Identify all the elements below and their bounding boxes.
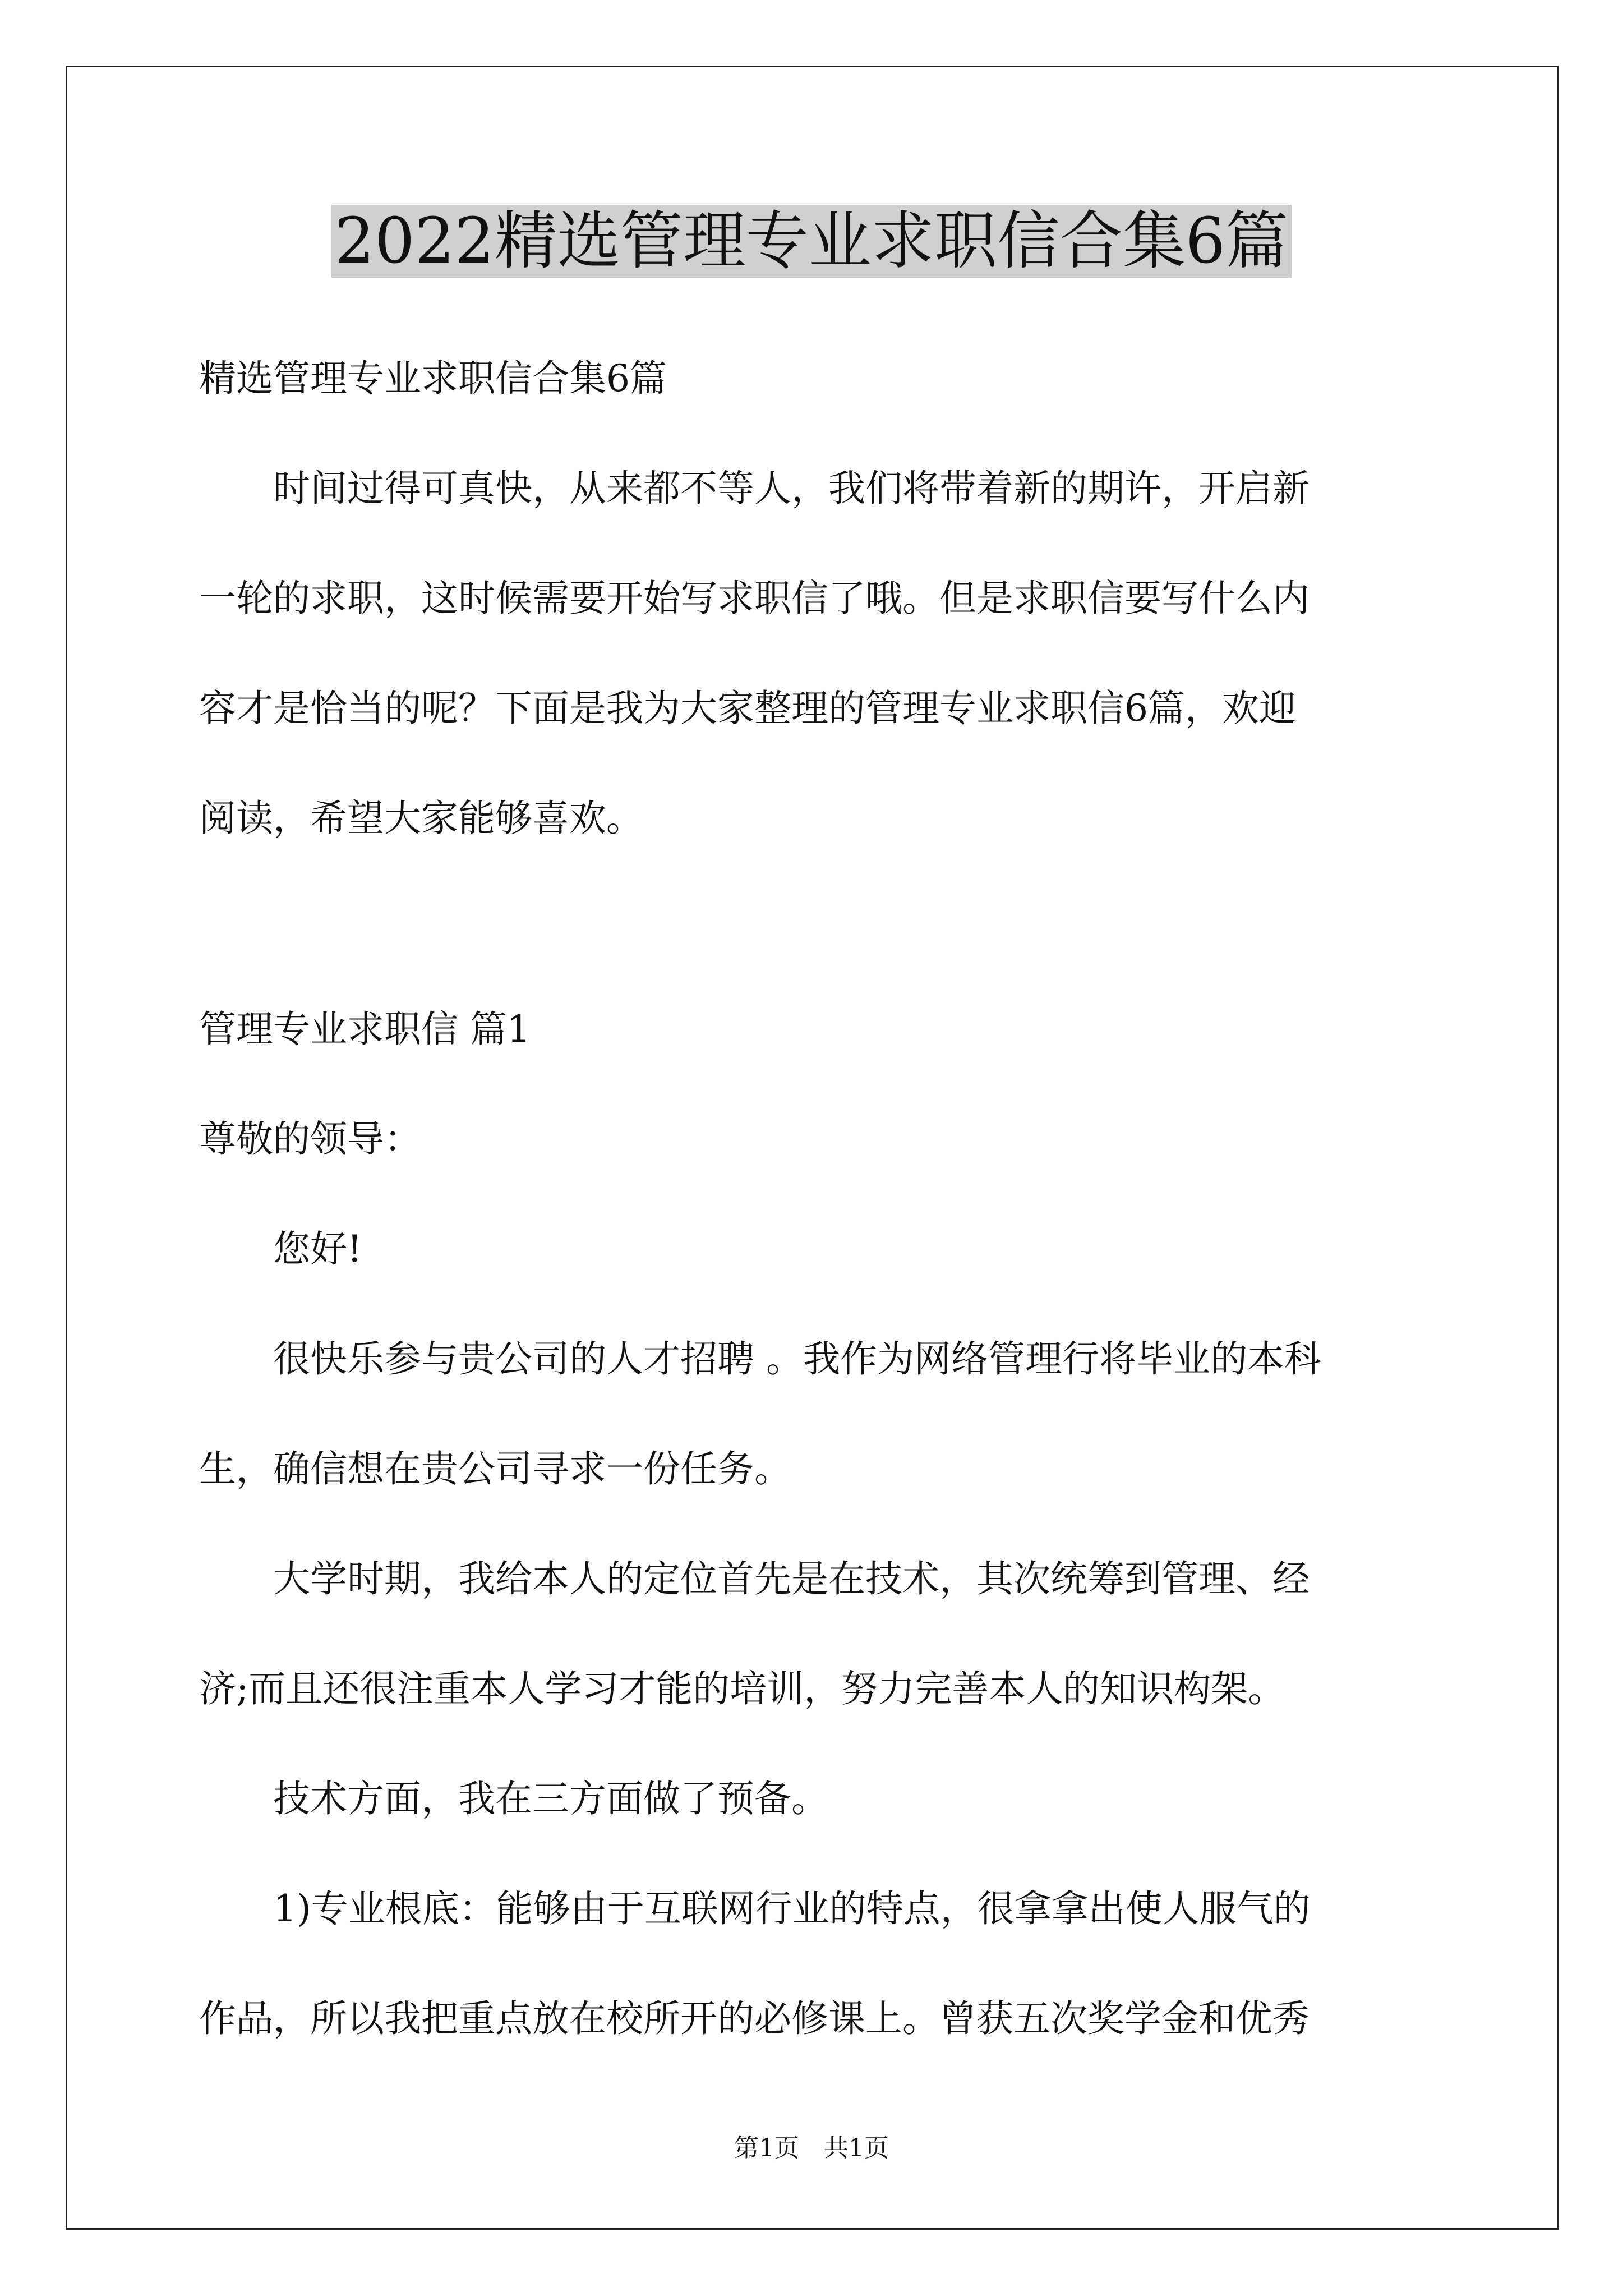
paragraph-line: 1)专业根底：能够由于互联网行业的特点，很拿拿出使人服气的 [199,1887,1311,1930]
document-title [0,199,1623,283]
paragraph-line: 作品，所以我把重点放在校所开的必修课上。曾获五次奖学金和优秀 [199,1997,1310,2040]
paragraph-line: 时间过得可真快，从来都不等人，我们将带着新的期许，开启新 [199,467,1310,510]
paragraph-line: 技术方面，我在三方面做了预备。 [199,1777,828,1820]
greeting: 您好! [199,1227,362,1271]
paragraph-line: 阅读，希望大家能够喜欢。 [199,797,643,840]
paragraph-line: 生，确信想在贵公司寻求一份任务。 [199,1447,791,1490]
paragraph-line: 一轮的求职，这时候需要开始写求职信了哦。但是求职信要写什么内 [199,577,1310,620]
paragraph-line: 容才是恰当的呢？下面是我为大家整理的管理专业求职信6篇，欢迎 [199,687,1296,730]
paragraph-line: 大学时期，我给本人的定位首先是在技术，其次统筹到管理、经 [199,1557,1310,1600]
subtitle-line: 精选管理专业求职信合集6篇 [199,357,667,400]
paragraph-line: 很快乐参与贵公司的人才招聘 。我作为网络管理行将毕业的本科 [199,1337,1321,1381]
page-footer: 第1页 共1页 [734,2134,889,2162]
section-heading: 管理专业求职信 篇1 [199,1007,531,1051]
paragraph-line: 济;而且还很注重本人学习才能的培训，努力完善本人的知识构架。 [199,1667,1285,1710]
document-title-text: 2022精选管理专业求职信合集6篇 [331,205,1292,278]
salutation: 尊敬的领导： [199,1117,421,1161]
